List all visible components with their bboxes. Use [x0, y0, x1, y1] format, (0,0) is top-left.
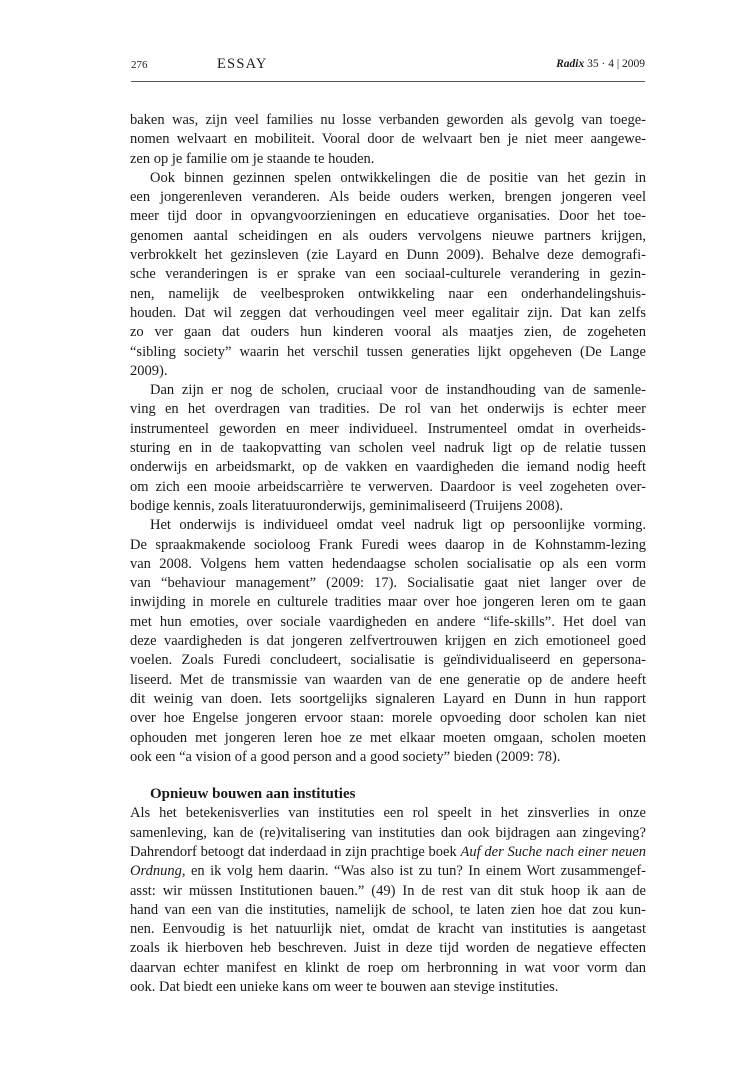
text-line: zo ver gaan dat ouders hun kinderen vooral als maatjes zien, de zogeheten: [130, 324, 646, 341]
text-line: van 2008. Volgens hem vatten hedendaagse scholen socialisatie op als een vorm: [130, 555, 646, 572]
text-line: Als het betekenisverlies van instituties een rol speelt in het zinsverlies in onze: [130, 805, 646, 822]
text-line: ving en het overdragen van tradities. De rol van het onderwijs is echter meer: [130, 401, 646, 418]
paragraph-2: [130, 169, 646, 381]
text-line: 2009).: [130, 362, 168, 379]
text-line: bodige kennis, zoals literatuuronderwijs, geminimaliseerd (Truijens 2008).: [130, 497, 564, 514]
text-line: Ook binnen gezinnen spelen ontwikkelingen die de positie van het gezin in: [150, 169, 646, 186]
page-number: 276: [131, 59, 148, 71]
journal-name: Radix: [556, 58, 585, 70]
section-title: ESSAY: [217, 56, 268, 72]
text-line: meer tijd door in opvangvoorzieningen en educatieve organisaties. Door het toe-: [130, 208, 646, 225]
text-line: zoals ik hierboven heb beschreven. Juist in deze tijd worden de negatieve effecten: [130, 940, 646, 957]
text-line: samenleving, kan de (re)vitalisering van instituties dan ook bijdragen aan zingeving?: [130, 824, 646, 841]
book-title: Ordnung: [130, 863, 182, 880]
text-line: nen, namelijk de veelbesproken ontwikkeling naar een onderhandelingshuis-: [130, 285, 646, 302]
text-line: ophouden met jongeren leren hoe ze met elkaar moeten omgaan, scholen moeten: [130, 729, 646, 746]
text-line: De spraakmakende socioloog Frank Furedi wees daarop in de Kohnstamm-lezing: [130, 536, 646, 553]
text-line: [130, 843, 646, 862]
text-line: instrumenteel geworden en meer individueel. Instrumenteel omdat in overheids-: [130, 420, 646, 437]
text-line: onderwijs en arbeidsmarkt, op de vakken en vaardigheden die iemand nodig heeft: [130, 459, 646, 476]
running-header: [131, 55, 645, 82]
text-line: sche veranderingen is er sprake van een sociaal-culturele verandering in gezin-: [130, 266, 646, 283]
text-line: “sibling society” waarin het verschil tussen generaties lijkt opgeheven (De Lange: [130, 343, 646, 360]
text-line: inwijding in morele en culturele tradities maar over hoe jongeren leren om te gaan: [130, 594, 646, 611]
text-line: daarvan echter manifest en klinkt de roep om herbronning in wat voor vorm dan: [130, 959, 646, 976]
text-line: Het onderwijs is individueel omdat veel nadruk ligt op persoonlijke vorming.: [150, 517, 646, 534]
journal-reference: [556, 58, 645, 70]
text-line: zen op je familie om je staande te houden.: [130, 150, 375, 167]
text-line: hand van een van die instituties, namelijk de school, te laten zien hoe dat zou kun-: [130, 901, 646, 918]
text-line: houden. Dat wil zeggen dat verhoudingen veel meer egalitair zijn. Dat kan zelfs: [130, 304, 646, 321]
book-title: Auf der Suche nach einer neuen: [460, 843, 646, 860]
text-line: verbrokkelt het gezinsleven (zie Layard en Dunn 2009). Behalve deze demografi-: [130, 247, 646, 264]
paragraph-3: [130, 381, 646, 516]
text-line: nen. Eenvoudig is het natuurlijk niet, omdat de kracht van instituties is aangetast: [130, 921, 646, 938]
text-line: asst: wir müssen Institutionen bauen.” (49) In de rest van dit stuk hoop ik aan de: [130, 882, 646, 899]
paragraph-1: [130, 111, 646, 169]
journal-issue: 35 · 4 | 2009: [587, 58, 645, 70]
text-line: ook. Dat biedt een unieke kans om weer te bouwen aan stevige instituties.: [130, 979, 559, 996]
text-run: Dahrendorf betoogt dat inderdaad in zijn prachtige boek: [130, 843, 461, 860]
text-line: nomen welvaart en mobiliteit. Vooral door de welvaart ben je niet meer aangewe-: [130, 131, 646, 148]
text-line: om zich een mooie arbeidscarrière te verwerven. Daardoor is veel zogeheten over-: [130, 478, 646, 495]
text-line: dit weinig van doen. Iets soortgelijks signaleren Layard en Dunn in hun rapport: [130, 690, 646, 707]
text-line: deze vaardigheden is dat jongeren zelfvertrouwen krijgen en zich emotioneel goed: [130, 633, 646, 650]
text-line: Dan zijn er nog de scholen, cruciaal voor de instandhouding van de samenle-: [150, 382, 646, 399]
text-line: over hoe Engelse jongeren ervoor staan: morele opvoeding door scholen kan niet: [130, 710, 646, 727]
section-heading: Opnieuw bouwen aan instituties: [150, 786, 356, 803]
text-line: een jongerenleven veranderen. Als beide ouders werken, brengen jongeren veel: [130, 189, 646, 206]
text-line: van “behaviour management” (2009: 17). Socialisatie gaat niet langer over de: [130, 575, 646, 592]
paragraph-5: [130, 804, 646, 997]
text-line: liseerd. Met de transmissie van waarden van de ene generatie op de andere heeft: [130, 671, 646, 688]
text-line: met hun emoties, over sociale vaardigheden en andere “life-skills”. Het doel van: [130, 613, 646, 630]
text-line: baken was, zijn veel families nu losse verbanden geworden als gevolg van toege-: [130, 112, 646, 128]
paragraph-4: [130, 516, 646, 767]
text-line: sturing en in de taakopvatting van scholen veel nadruk ligt op de relatie tussen: [130, 440, 646, 457]
text-run: , en ik volg hem daarin. “Was also ist zu tun? In einem Wort zusammengef-: [181, 863, 646, 880]
text-line: ook een “a vision of a good person and a good society” bieden (2009: 78).: [130, 748, 561, 765]
text-line: [130, 862, 646, 881]
text-line: voelen. Zoals Furedi concludeert, socialisatie is geïndividualiseerd en gepersona-: [130, 652, 646, 669]
text-line: genomen aantal scheidingen en als ouders vervolgens nieuwe partners krijgen,: [130, 227, 646, 244]
article-body: [130, 111, 646, 997]
